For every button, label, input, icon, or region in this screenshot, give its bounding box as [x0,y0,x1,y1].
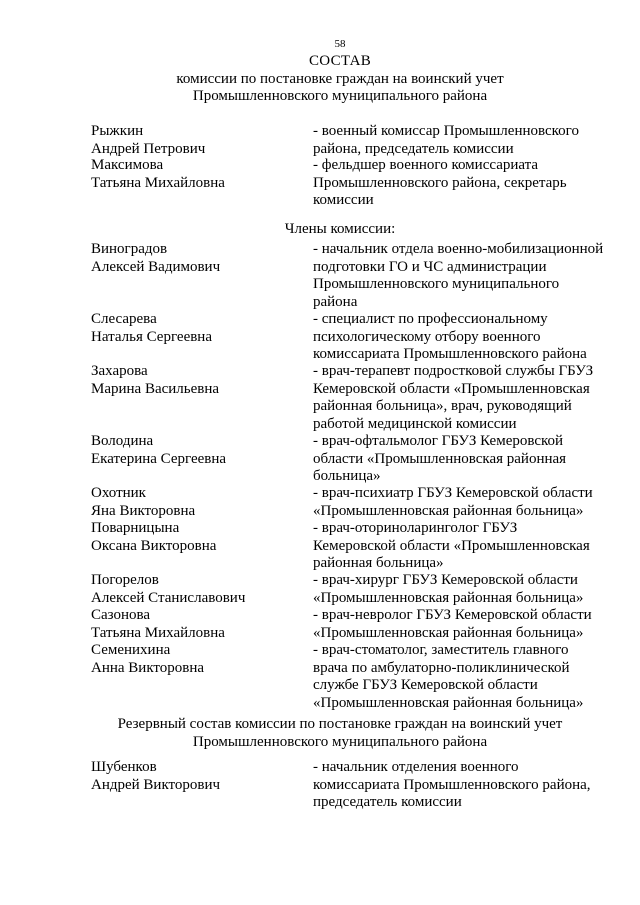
entry-name [91,642,301,677]
role-line: «Промышленновская районная больница» [313,502,584,519]
given-names: Екатерина Сергеевна [91,450,227,467]
entry-role [313,572,613,607]
role-line: области «Промышленновская районная [313,450,567,467]
role-line: района [313,293,358,310]
entry-name [91,241,301,276]
given-names: Андрей Викторович [91,776,221,793]
role-line: больница» [313,468,381,484]
given-names: Наталья Сергеевна [91,328,212,345]
entry-name [91,363,301,398]
entry-name [91,433,301,468]
surname: Погорелов [91,572,159,588]
surname: Виноградов [91,241,168,257]
role-line: председатель комиссии [313,794,462,810]
surname: Сазонова [91,607,151,623]
given-names: Алексей Станиславович [91,589,246,606]
given-names: Анна Викторовна [91,659,205,676]
reserve-heading-line2: Промышленновского муниципального района [192,734,488,750]
given-names: Оксана Викторовна [91,537,217,554]
role-line: - военный комиссар Промышленновского [313,123,579,139]
given-names: Алексей Вадимович [91,258,221,275]
surname: Шубенков [91,759,157,775]
role-line: района, председатель комиссии [313,140,514,157]
entry-name [91,311,301,346]
page-number: 58 [334,38,346,50]
entry-role [313,759,613,812]
role-line: комиссариата Промышленновского района [313,346,587,362]
entry-name [91,572,301,607]
entry-name [91,759,301,794]
entry-name [91,607,301,642]
entry-role [313,520,613,573]
document-title: СОСТАВ [308,53,372,69]
surname: Максимова [91,157,164,173]
surname: Володина [91,433,154,449]
entry-role [313,311,613,364]
role-line: «Промышленновская районная больница» [313,624,584,641]
surname: Захарова [91,363,148,379]
entry-role [313,642,613,712]
members-heading: Члены комиссии: [284,221,396,237]
entry-role [313,123,613,158]
role-line: «Промышленновская районная больница» [313,589,584,606]
entry-name [91,520,301,555]
role-line: - начальник отделения военного [313,759,519,775]
given-names: Татьяна Михайловна [91,624,225,641]
role-line: - врач-невролог ГБУЗ Кемеровской области [313,607,592,623]
reserve-heading-line1: Резервный состав комиссии по постановке граждан на воинский учет [117,716,563,732]
role-line: - фельдшер военного комиссариата [313,157,539,173]
entry-role [313,241,613,311]
role-line: психологическому отбору военного [313,328,541,345]
entry-name [91,485,301,520]
given-names: Марина Васильевна [91,380,220,397]
role-line: подготовки ГО и ЧС администрации [313,258,547,275]
role-line: Промышленновского муниципального [313,276,560,292]
entry-role [313,433,613,486]
role-line: Кемеровской области «Промышленновская [313,380,590,397]
role-line: - врач-оториноларинголог ГБУЗ [313,520,518,536]
role-line: Промышленновского района, секретарь [313,174,567,191]
given-names: Яна Викторовна [91,502,196,519]
role-line: - начальник отдела военно-мобилизационной [313,241,604,257]
given-names: Андрей Петрович [91,140,206,157]
surname: Охотник [91,485,146,501]
document-subtitle-line2: Промышленновского муниципального района [192,88,488,104]
role-line: - врач-психиатр ГБУЗ Кемеровской области [313,485,593,501]
entry-role [313,607,613,642]
role-line: «Промышленновская районная больница» [313,694,584,711]
entry-role [313,485,613,520]
role-line: врача по амбулаторно-поликлинической [313,659,570,676]
document-subtitle-line1: комиссии по постановке граждан на воинский учет [176,71,504,87]
role-line: - врач-офтальмолог ГБУЗ Кемеровской [313,433,564,449]
role-line: службе ГБУЗ Кемеровской области [313,677,538,693]
role-line: - врач-стоматолог, заместитель главного [313,642,569,658]
role-line: комиссариата Промышленновского района, [313,776,591,793]
surname: Поварницына [91,520,180,536]
role-line: Кемеровской области «Промышленновская [313,537,590,554]
given-names: Татьяна Михайловна [91,174,225,191]
role-line: - врач-терапевт подростковой службы ГБУЗ [313,363,594,379]
entry-name [91,123,301,158]
entry-name [91,157,301,192]
entry-role [313,157,613,210]
surname: Семенихина [91,642,171,658]
entry-role [313,363,613,433]
role-line: - специалист по профессиональному [313,311,548,327]
role-line: работой медицинской комиссии [313,415,517,432]
surname: Слесарева [91,311,157,327]
role-line: районная больница», врач, руководящий [313,398,572,414]
role-line: районная больница» [313,555,444,571]
surname: Рыжкин [91,123,144,139]
role-line: комиссии [313,192,374,208]
role-line: - врач-хирург ГБУЗ Кемеровской области [313,572,578,588]
